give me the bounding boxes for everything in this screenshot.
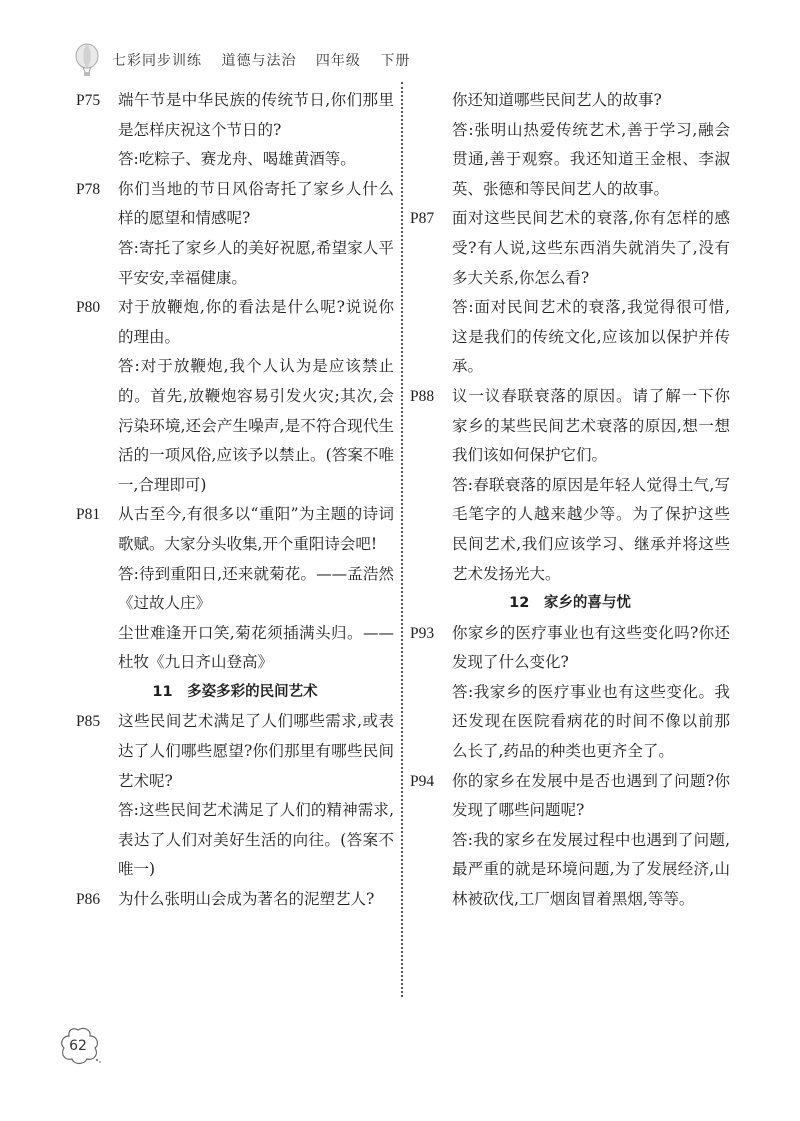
answer-text: 答:吃粽子、赛龙舟、喝雄黄酒等。 (118, 150, 356, 169)
answer-text: 答:面对民间艺术的衰落,我觉得很可惜,这是我们的传统文化,应该加以保护并传承。 (452, 298, 730, 376)
answer-text: 答:寄托了家乡人的美好祝愿,希望家人平平安安,幸福健康。 (118, 238, 394, 287)
question-text: 你家乡的医疗事业也有这些变化吗?你还发现了什么变化? (452, 623, 730, 672)
question-p87 (410, 204, 730, 293)
section-heading: 12 家乡的喜与忧 (509, 595, 631, 612)
left-column (76, 86, 394, 915)
page-ref: P87 (410, 210, 435, 228)
question-p94 (410, 767, 730, 826)
question-p85 (76, 707, 394, 796)
question-text: 从古至今,有很多以“重阳”为主题的诗词歌赋。大家分头收集,开个重阳诗会吧! (118, 505, 394, 553)
question-p75 (76, 86, 394, 145)
page-ref: P88 (410, 387, 435, 405)
answer-text: 答:张明山热爱传统艺术,善于学习,融会贯通,善于观察。我还知道王金根、李淑英、张德和等民间艺人的故事。 (452, 120, 730, 198)
answer-text: 答:春联衰落的原因是年轻人觉得土气,写毛笔字的人越来越少等。为了保护这些民间艺术,我们应该学习、继承并将这些艺术发扬光大。 (452, 475, 730, 583)
question-text: 端午节是中华民族的传统节日,你们那里是怎样庆祝这个节日的? (118, 91, 394, 139)
question-text: 为什么张明山会成为著名的泥塑艺人? (118, 890, 375, 909)
question-p93 (410, 619, 730, 678)
question-text: 你们当地的节日风俗寄托了家乡人什么样的愿望和情感呢? (118, 179, 394, 228)
question-p78 (76, 175, 394, 234)
answer-text: 答:这些民间艺术满足了人们的精神需求,表达了人们对美好生活的向往。(答案不唯一) (118, 801, 394, 879)
page-ref: P78 (76, 180, 101, 198)
column-divider (401, 82, 403, 997)
question-text-continued: 你还知道哪些民间艺人的故事? (452, 91, 662, 109)
balloon-logo-icon (72, 43, 102, 77)
page-ref: P86 (76, 891, 101, 909)
page-header (72, 44, 424, 76)
answer-text: 答:待到重阳日,还来就菊花。——孟浩然《过故人庄》 (118, 564, 394, 613)
page-ref: P93 (410, 624, 435, 642)
question-text: 这些民间艺术满足了人们哪些需求,或表达了人们哪些愿望?你们那里有哪些民间艺术呢? (118, 712, 394, 790)
section-heading: 11 多姿多彩的民间艺术 (152, 683, 318, 700)
answer-text: 答:我家乡的医疗事业也有这些变化。我还发现在医院看病花的时间不像以前那么长了,药品的种类也更齐全了。 (452, 682, 730, 761)
answer-text: 尘世难逢开口笑,菊花须插满头归。——杜牧《九日齐山登高》 (118, 623, 394, 672)
question-text: 议一议春联衰落的原因。请了解一下你家乡的某些民间艺术衰落的原因,想一想我们该如何保护它们。 (452, 386, 730, 465)
page-ref: P85 (76, 713, 101, 731)
question-p81 (76, 500, 394, 559)
question-text: 对于放鞭炮,你的看法是什么呢?说说你的理由。 (118, 298, 394, 346)
subject-title: 道德与法治 (221, 53, 297, 69)
page-number: 62 (69, 1038, 87, 1054)
term-label: 下册 (380, 53, 411, 69)
question-p88 (410, 382, 730, 471)
question-text: 你的家乡在发展中是否也遇到了问题?你发现了哪些问题呢? (452, 771, 730, 820)
answer-text: 答:对于放鞭炮,我个人认为是应该禁止的。首先,放鞭炮容易引发火灾;其次,会污染环境,还会产生噪声,是不符合现代生活的一项风俗,应该予以禁止。(答案不唯一,合理即可) (118, 357, 394, 494)
page-ref: P94 (410, 772, 435, 790)
page-ref: P75 (76, 92, 101, 109)
question-text: 面对这些民间艺术的衰落,你有怎样的感受?有人说,这些东西消失就消失了,没有多大关系,你怎么看? (452, 209, 730, 287)
question-p86 (76, 885, 394, 915)
answer-text: 答:我的家乡在发展过程中也遇到了问题,最严重的就是环境问题,为了发展经济,山林被砍伐,工厂烟囱冒着黑烟,等等。 (452, 830, 730, 909)
page-ref: P81 (76, 506, 101, 524)
grade-label: 四年级 (315, 53, 361, 69)
series-title: 七彩同步训练 (112, 53, 202, 69)
right-column (410, 86, 730, 915)
question-p80 (76, 293, 394, 352)
page-ref: P80 (76, 299, 101, 317)
